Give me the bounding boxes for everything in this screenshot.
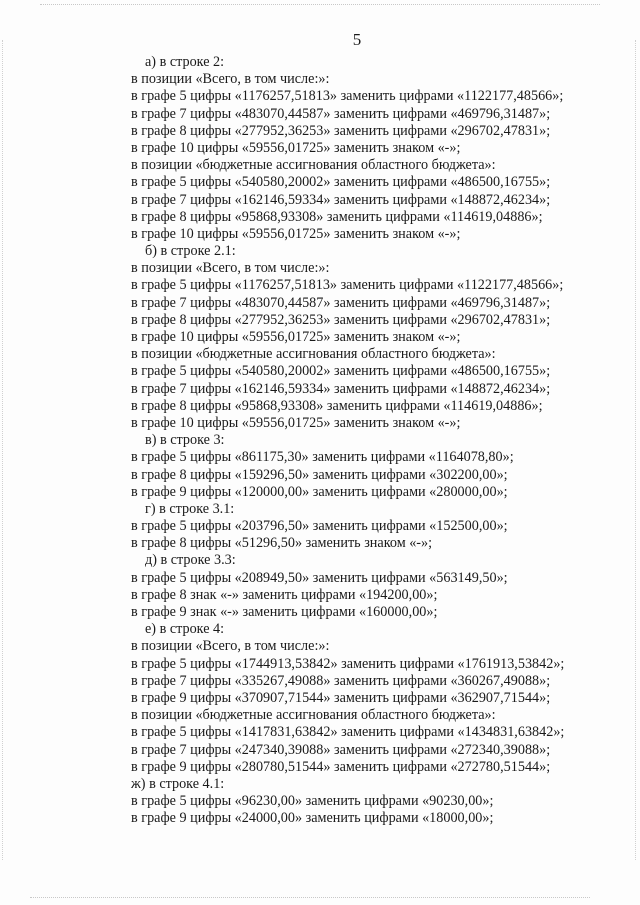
- text-line: в графе 5 цифры «540580,20002» заменить цифрами «486500,16755»;: [131, 363, 551, 380]
- text-line: в) в строке 3:: [145, 432, 225, 449]
- text-line: в графе 5 цифры «861175,30» заменить цифрами «1164078,80»;: [131, 449, 514, 466]
- text-line: в позиции «бюджетные ассигнования областного бюджета»:: [131, 707, 496, 724]
- text-line: в графе 7 цифры «335267,49088» заменить цифрами «360267,49088»;: [131, 672, 551, 689]
- text-line: в графе 8 цифры «95868,93308» заменить цифрами «114619,04886»;: [131, 208, 543, 225]
- text-line: в графе 10 цифры «59556,01725» заменить знаком «-»;: [131, 225, 461, 242]
- scan-edge-left: [2, 40, 4, 860]
- document-body: [131, 54, 631, 827]
- text-line: в графе 5 цифры «1417831,63842» заменить цифрами «1434831,63842»;: [131, 724, 565, 741]
- text-line: а) в строке 2:: [145, 54, 225, 70]
- text-line: в графе 10 цифры «59556,01725» заменить знаком «-»;: [131, 329, 461, 345]
- text-line: в графе 9 знак «-» заменить цифрами «160000,00»;: [131, 604, 438, 620]
- scan-edge-right: [635, 40, 637, 860]
- text-line: в графе 5 цифры «96230,00» заменить цифрами «90230,00»;: [131, 793, 494, 810]
- text-line: в графе 5 цифры «540580,20002» заменить цифрами «486500,16755»;: [131, 174, 551, 191]
- text-line: в графе 8 цифры «277952,36253» заменить цифрами «296702,47831»;: [131, 311, 551, 328]
- scan-edge-bottom: [30, 897, 590, 899]
- text-line: б) в строке 2.1:: [145, 243, 236, 260]
- text-line: в позиции «Всего, в том числе:»:: [131, 638, 330, 655]
- text-line: в графе 8 знак «-» заменить цифрами «194200,00»;: [131, 586, 438, 603]
- text-line: в графе 7 цифры «247340,39088» заменить цифрами «272340,39088»;: [131, 741, 551, 758]
- text-line: в графе 5 цифры «208949,50» заменить цифрами «563149,50»;: [131, 569, 508, 586]
- text-line: в графе 9 цифры «24000,00» заменить цифрами «18000,00»;: [131, 810, 494, 827]
- text-line: в графе 5 цифры «1176257,51813» заменить цифрами «1122177,48566»;: [131, 277, 564, 294]
- text-line: е) в строке 4:: [145, 621, 225, 638]
- page-number: 5: [352, 30, 362, 49]
- text-line: в графе 5 цифры «1744913,53842» заменить цифрами «1761913,53842»;: [131, 655, 565, 672]
- text-line: в графе 9 цифры «280780,51544» заменить цифрами «272780,51544»;: [131, 758, 551, 775]
- text-line: ж) в строке 4.1:: [131, 775, 225, 792]
- text-line: в позиции «бюджетные ассигнования областного бюджета»:: [131, 157, 496, 174]
- text-line: в графе 8 цифры «51296,50» заменить знаком «-»;: [131, 535, 433, 552]
- text-line: в графе 7 цифры «483070,44587» заменить цифрами «469796,31487»;: [131, 294, 551, 311]
- text-line: в позиции «Всего, в том числе:»:: [131, 71, 330, 88]
- text-line: д) в строке 3.3:: [145, 552, 236, 569]
- scan-edge-top: [40, 4, 600, 6]
- text-line: в графе 10 цифры «59556,01725» заменить знаком «-»;: [131, 414, 461, 431]
- text-line: в графе 7 цифры «483070,44587» заменить цифрами «469796,31487»;: [131, 105, 551, 122]
- text-line: в графе 9 цифры «370907,71544» заменить цифрами «362907,71544»;: [131, 689, 551, 706]
- text-line: в графе 9 цифры «120000,00» заменить цифрами «280000,00»;: [131, 483, 508, 500]
- text-line: в графе 5 цифры «1176257,51813» заменить цифрами «1122177,48566»;: [131, 88, 564, 105]
- text-line: в графе 5 цифры «203796,50» заменить цифрами «152500,00»;: [131, 518, 508, 535]
- text-line: в графе 8 цифры «159296,50» заменить цифрами «302200,00»;: [131, 466, 508, 483]
- text-line: в графе 8 цифры «95868,93308» заменить цифрами «114619,04886»;: [131, 397, 543, 414]
- text-line: в графе 8 цифры «277952,36253» заменить цифрами «296702,47831»;: [131, 122, 551, 139]
- text-line: в графе 10 цифры «59556,01725» заменить знаком «-»;: [131, 139, 461, 156]
- text-line: в графе 7 цифры «162146,59334» заменить цифрами «148872,46234»;: [131, 380, 551, 397]
- text-line: г) в строке 3.1:: [145, 500, 235, 517]
- text-line: в позиции «Всего, в том числе:»:: [131, 260, 330, 277]
- text-line: в позиции «бюджетные ассигнования областного бюджета»:: [131, 346, 496, 363]
- text-line: в графе 7 цифры «162146,59334» заменить цифрами «148872,46234»;: [131, 191, 551, 208]
